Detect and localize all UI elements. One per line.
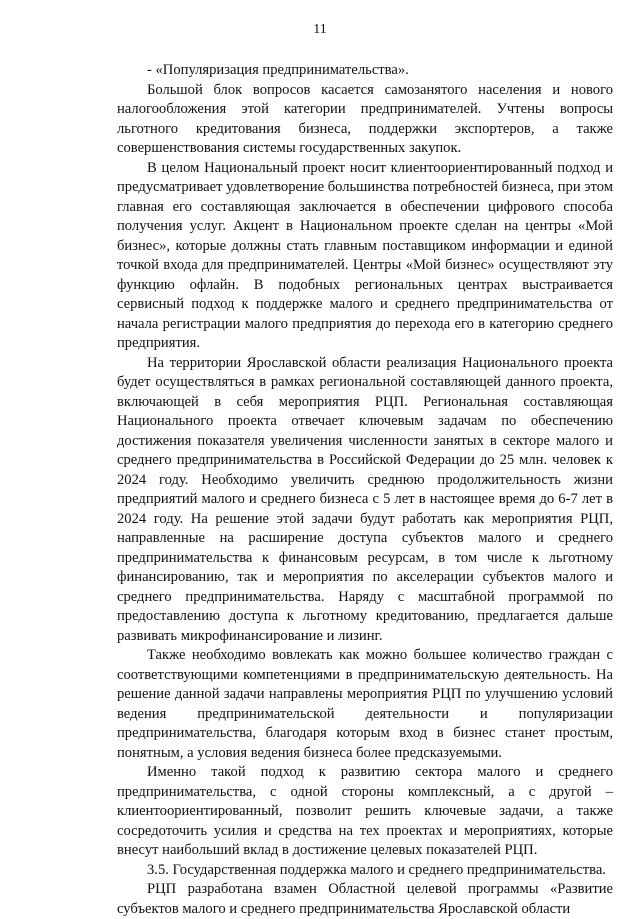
paragraph-national-project: В целом Национальный проект носит клиентоориентированный подход и предусматривает удовлетворение большинства потребностей бизнеса, при этом главная его составляющая заключается в обеспечении цифрового способа получения услуг. Акцент в Национальном проекте сделан на центры «Мой бизнес», которые должны стать главным поставщиком информации и единой точкой входа для предпринимателей. Центры «Мой бизнес» осуществляют эту функцию офлайн. В подобных региональных центрах выстраивается сервисный подход к поддержке малого и среднего предпринимательства от начала регистрации малого предприятия до перехода его в категорию среднего предприятия. (117, 159, 613, 351)
paragraph-yaroslavl-region: На территории Ярославской области реализация Национального проекта будет осуществляться в рамках региональной составляющей данного проекта, включающей в себя мероприятия РЦП. Региональная составляющая Национального проекта отвечает ключевым задачам по обеспечению достижения показателя увеличения численности занятых в секторе малого и среднего предпринимательства в Российской Федерации до 25 млн. человек к 2024 году. Необходимо увеличить среднюю продолжительность жизни предприятий малого и среднего бизнеса с 5 лет в настоящее время до 6-7 лет в 2024 году. На решение этой задачи будут работать как мероприятия РЦП, направленные на расширение доступа субъектов малого и среднего предпринимательства к финансовым ресурсам, в том числе к льготному финансированию, так и мероприятия по акселерации субъектов малого и среднего предпринимательства. Наряду с масштабной программой по предоставлению доступа к льготному кредитованию, предлагается дальше развивать микрофинансирование и лизинг. (117, 354, 613, 644)
page-number: 11 (313, 22, 327, 37)
paragraph-approach: Именно такой подход к развитию сектора малого и среднего предпринимательства, с одной стороны комплексный, а с другой – клиентоориентированный, позволит решить ключевые задачи, а также сосредоточить усилия и средства на тех проектах и мероприятиях, которые внесут наибольший вклад в достижение целевых показателей РЦП. (117, 764, 613, 858)
paragraph-self-employed: Большой блок вопросов касается самозанятого населения и нового налогообложения этой категории предпринимателей. Учтены вопросы льготного кредитования бизнеса, поддержки экспортеров, а также совершенствования системы государственных закупок. (117, 81, 613, 156)
document-body (117, 61, 613, 919)
paragraph-rcp-developed: РЦП разработана взамен Областной целевой программы «Развитие субъектов малого и среднего предпринимательства Ярославской области (117, 881, 613, 917)
section-heading-3-5: 3.5. Государственная поддержка малого и среднего предпринимательства. (147, 861, 606, 878)
paragraph-list-item: - «Популяризация предпринимательства». (147, 62, 409, 78)
paragraph-involvement: Также необходимо вовлекать как можно большее количество граждан с соответствующими компетенциями в предпринимательскую деятельность. На решение данной задачи направлены мероприятия РЦП по улучшению условий ведения предпринимательской деятельности и популяризации предпринимательства, благодаря которым вход в бизнес станет простым, понятным, а условия ведения бизнеса более предсказуемыми. (117, 647, 613, 761)
